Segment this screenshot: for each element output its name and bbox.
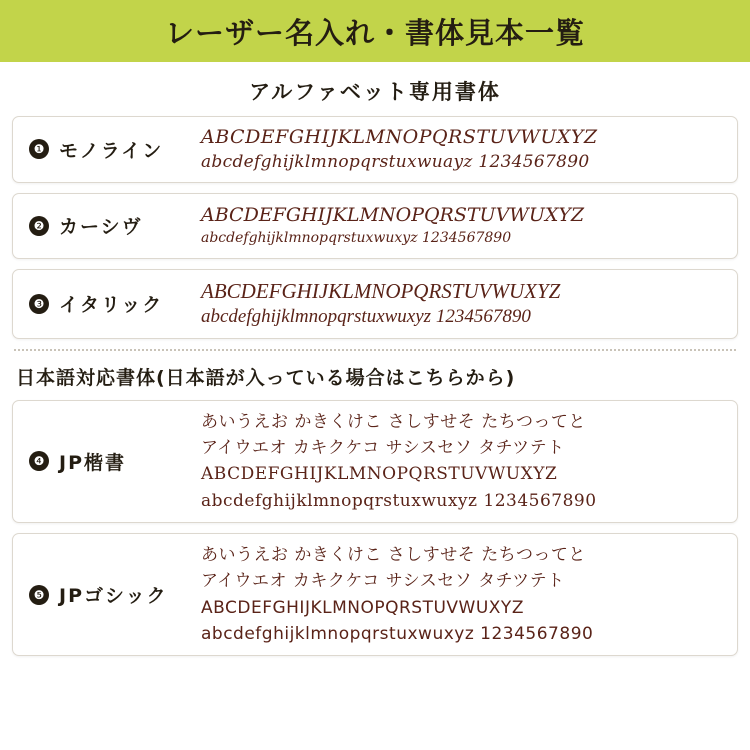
sample-uppercase: ABCDEFGHIJKLMNOPQRSTUVWUXYZ [201,464,558,485]
font-row-label-cursive [13,212,201,239]
sample-uppercase: ABCDEFGHIJKLMNOPQRSTUVWUXYZ [201,203,585,226]
font-name-jp-kaisho: JP楷書 [59,451,126,474]
sample-hiragana: あいうえお かきくけこ さしすせそ たちつってと [201,544,586,565]
number-badge-5: ❺ [29,585,49,605]
font-row-jp-kaisho[interactable] [12,400,738,523]
font-sample-italic [201,270,737,338]
sample-katakana: アイウエオ カキクケコ サシスセソ タチツテト [201,571,565,592]
font-row-label-italic [13,290,201,317]
font-row-jp-gothic[interactable] [12,533,738,656]
font-row-monoline[interactable] [12,116,738,183]
sample-uppercase: ABCDEFGHIJKLMNOPQRSTUVWUXYZ [201,597,524,618]
page-title: レーザー名入れ・書体見本一覧 [164,15,585,50]
font-name-italic: イタリック [59,294,164,317]
number-badge-2: ❷ [29,216,49,236]
font-sample-monoline [201,117,737,182]
font-row-italic[interactable] [12,269,738,339]
font-sample-cursive [201,195,737,256]
font-row-label-monoline [13,136,201,163]
number-badge-1: ❶ [29,139,49,159]
sample-uppercase: ABCDEFGHIJKLMNOPQRSTUVWUXYZ [201,126,598,148]
number-badge-3: ❸ [29,294,49,314]
font-name-monoline: モノライン [59,139,164,162]
japanese-font-rows [0,400,750,657]
sample-lowercase: abcdefghijklmnopqrstuxwuxyz 1234567890 [201,305,531,327]
font-name-cursive: カーシヴ [59,216,143,239]
sample-lowercase: abcdefghijklmnopqrstuxwuxyz 1234567890 [201,623,594,644]
font-row-cursive[interactable] [12,193,738,259]
sample-hiragana: あいうえお かきくけこ さしすせそ たちつってと [201,411,586,432]
alphabet-font-rows [0,116,750,339]
sample-lowercase: abcdefghijklmnopqrstuxwuxyz 1234567890 [201,229,512,246]
font-row-label-jp-gothic [13,581,201,608]
section-heading-japanese: 日本語対応書体(日本語が入っている場合はこちらから) [16,366,516,389]
sample-lowercase: abcdefghijklmnopqrstuxwuayz 1234567890 [201,151,590,172]
font-sample-jp-gothic [201,534,737,655]
section-heading-alphabet: アルファベット専用書体 [249,80,501,104]
font-sample-jp-kaisho [201,401,737,522]
sample-katakana: アイウエオ カキクケコ サシスセソ タチツテト [201,437,565,458]
font-row-label-jp-kaisho [13,448,201,475]
number-badge-4: ❹ [29,451,49,471]
sample-uppercase: ABCDEFGHIJKLMNOPQRSTUVWUXYZ [201,278,561,303]
font-name-jp-gothic: JPゴシック [59,585,168,608]
sample-lowercase: abcdefghijklmnopqrstuxwuxyz 1234567890 [201,490,597,511]
header-banner [0,0,750,62]
